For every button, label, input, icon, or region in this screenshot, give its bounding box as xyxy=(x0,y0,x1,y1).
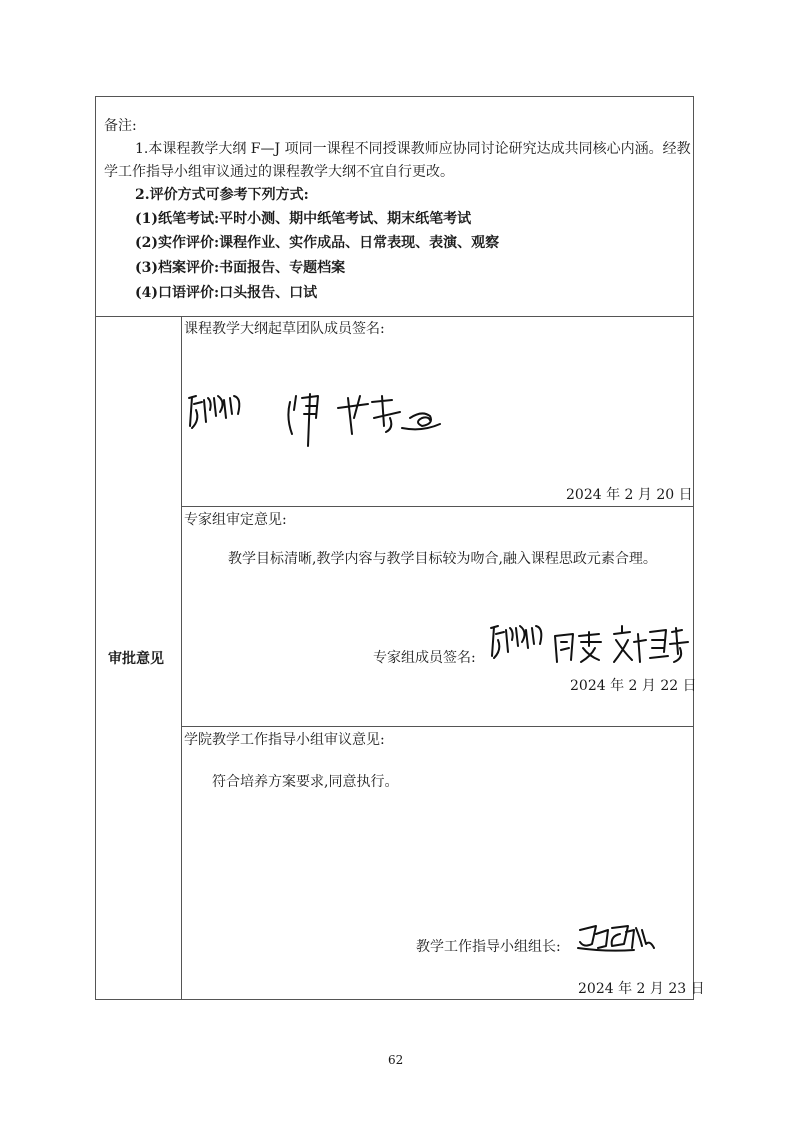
expert-sign-label: 专家组成员签名: xyxy=(373,650,476,666)
college-opinion: 符合培养方案要求,同意执行。 xyxy=(212,774,399,790)
evaluation-item: (4)口语评价:口头报告、口试 xyxy=(135,285,318,301)
college-sign-label: 教学工作指导小组组长: xyxy=(416,939,561,955)
remarks-line1a: 1.本课程教学大纲 F—J 项同一课程不同授课教师应协同讨论研究达成共同核心内涵。经教 xyxy=(135,141,691,157)
expert-signature-3 xyxy=(610,624,690,666)
college-date: 2024 年 2 月 23 日 xyxy=(578,981,705,997)
approval-label: 审批意见 xyxy=(108,651,164,667)
table-border-left xyxy=(95,96,96,1000)
college-signature xyxy=(576,920,656,954)
table-border-bottom xyxy=(95,999,694,1000)
row-divider-expert xyxy=(181,506,694,507)
row-divider-college xyxy=(181,726,694,727)
expert-signature-2 xyxy=(551,630,607,666)
remarks-line1b: 学工作指导小组审议通过的课程教学大纲不宜自行更改。 xyxy=(104,164,454,180)
drafting-title: 课程教学大纲起草团队成员签名: xyxy=(184,321,385,337)
page-number: 62 xyxy=(388,1053,404,1067)
row-divider-remarks xyxy=(95,316,694,317)
remarks-title: 备注: xyxy=(104,118,137,134)
table-border-right xyxy=(693,96,694,1000)
college-title: 学院教学工作指导小组审议意见: xyxy=(184,732,385,748)
drafting-signature-2 xyxy=(282,388,452,448)
expert-opinion: 教学目标清晰,教学内容与教学目标较为吻合,融入课程思政元素合理。 xyxy=(228,551,657,567)
expert-date: 2024 年 2 月 22 日 xyxy=(570,678,697,694)
evaluation-item: (1)纸笔考试:平时小测、期中纸笔考试、期末纸笔考试 xyxy=(135,211,472,227)
column-divider xyxy=(181,316,182,1000)
drafting-date: 2024 年 2 月 20 日 xyxy=(566,487,693,503)
drafting-signature-1 xyxy=(186,392,246,432)
expert-title: 专家组审定意见: xyxy=(184,512,287,528)
evaluation-item: (2)实作评价:课程作业、实作成品、日常表现、表演、观察 xyxy=(135,235,500,251)
expert-signature-1 xyxy=(488,622,548,662)
evaluation-title: 2.评价方式可参考下列方式: xyxy=(135,187,309,203)
table-border-top xyxy=(95,96,694,97)
evaluation-item: (3)档案评价:书面报告、专题档案 xyxy=(135,260,346,276)
